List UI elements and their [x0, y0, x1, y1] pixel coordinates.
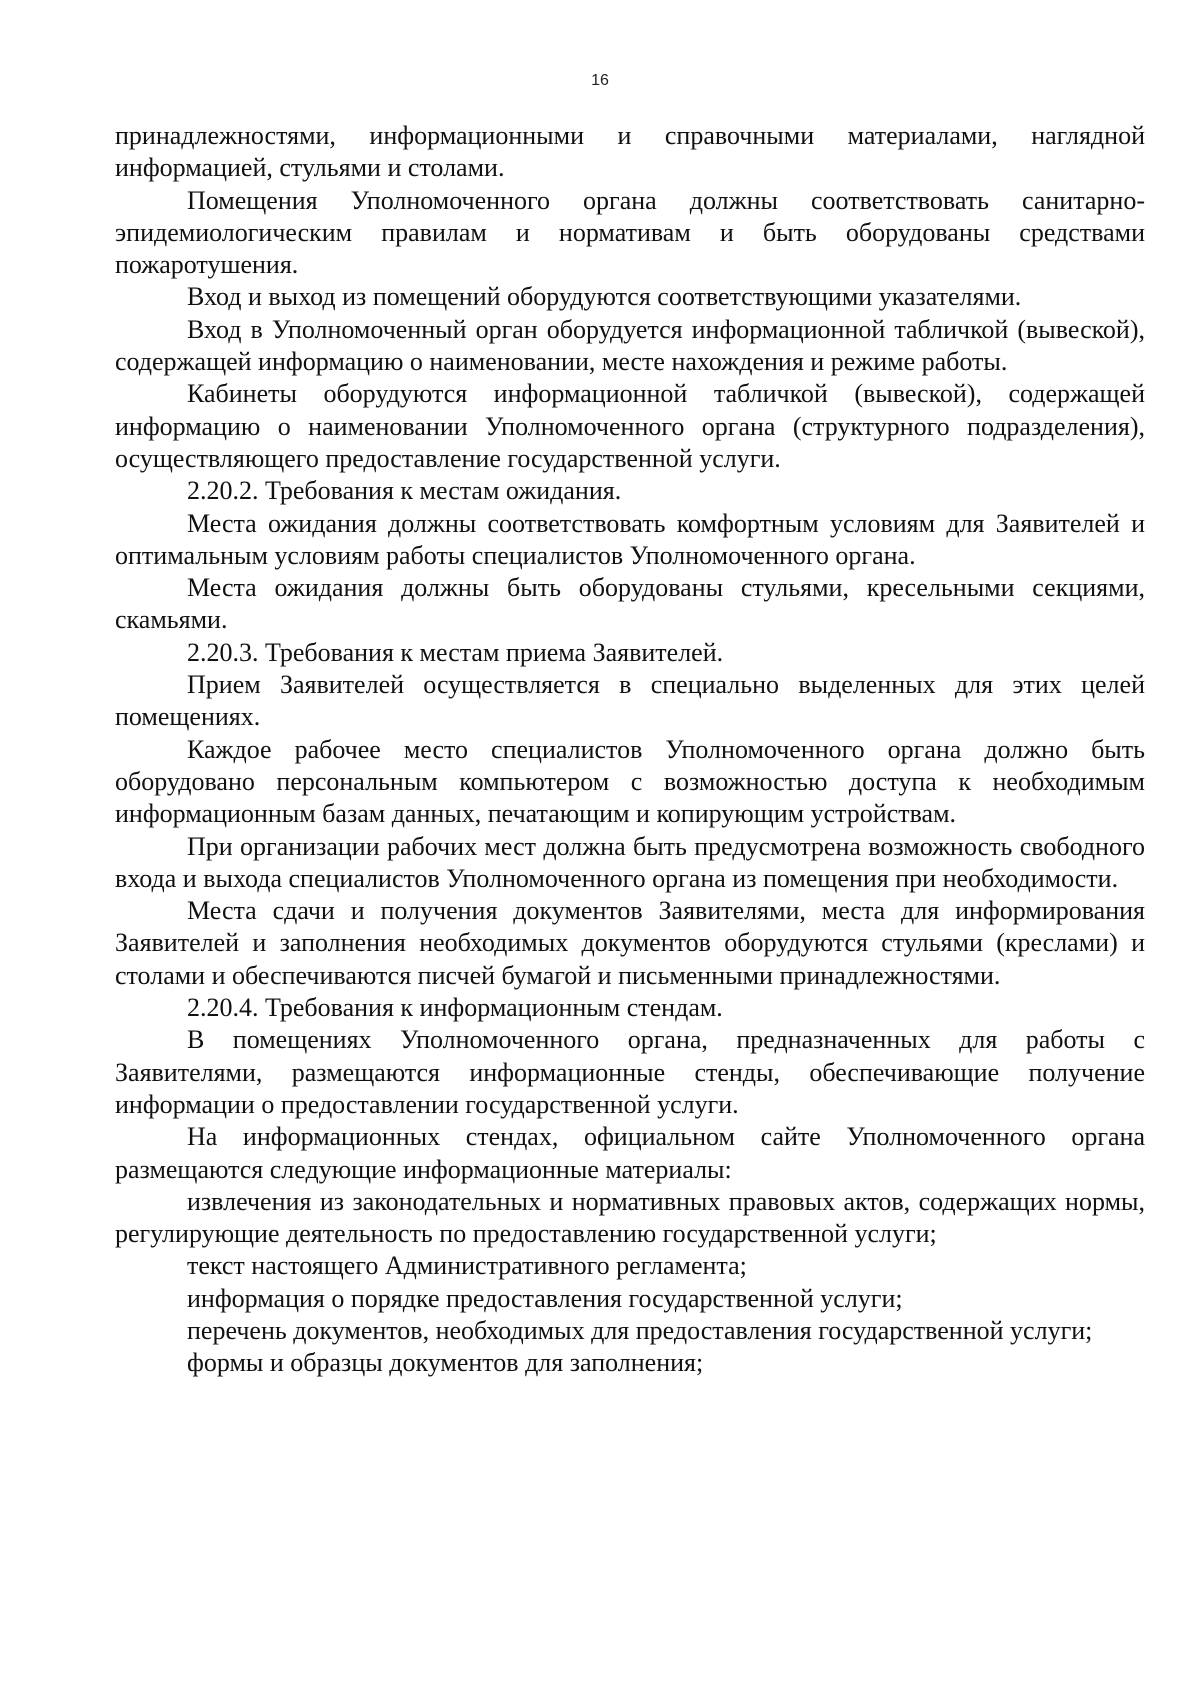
list-item: формы и образцы документов для заполнения; [187, 1348, 704, 1378]
list-item: перечень документов, необходимых для предоставления государственной услуги; [187, 1315, 1093, 1345]
paragraph: Каждое рабочее место специалистов Уполномоченного органа должно быть оборудовано персональным компьютером с возможностью доступа к необходимым информационным базам данных, печатающим и копирующим устройствам. [115, 734, 1145, 829]
paragraph: Прием Заявителей осуществляется в специально выделенных для этих целей помещениях. [115, 670, 1145, 732]
page-number: 16 [591, 72, 609, 89]
paragraph: В помещениях Уполномоченного органа, предназначенных для работы с Заявителями, размещаются информационные стенды, обеспечивающие получение информации о предоставлении государственной услуги. [115, 1025, 1145, 1119]
paragraph: Вход и выход из помещений оборудуются соответствующими указателями. [187, 282, 1022, 312]
list-item: информация о порядке предоставления государственной услуги; [187, 1283, 903, 1313]
section-heading: 2.20.3. Требования к местам приема Заявителей. [187, 637, 724, 667]
document-body [115, 120, 1145, 1380]
paragraph: Вход в Уполномоченный орган оборудуется информационной табличкой (вывеской), содержащей информацию о наименовании, месте нахождения и режиме работы. [115, 314, 1145, 377]
section-heading: 2.20.4. Требования к информационным стендам. [187, 993, 723, 1023]
section-heading: 2.20.2. Требования к местам ожидания. [187, 476, 622, 506]
list-item: извлечения из законодательных и нормативных правовых актов, содержащих нормы, регулирующие деятельность по предоставлению государственной услуги; [115, 1186, 1145, 1249]
paragraph: Места ожидания должны быть оборудованы стульями, кресельными секциями, скамьями. [115, 573, 1145, 635]
list-item: текст настоящего Административного регламента; [187, 1251, 747, 1281]
paragraph: Места сдачи и получения документов Заявителями, места для информирования Заявителей и заполнения необходимых документов оборудуются стульями (креслами) и столами и обеспечиваются писчей бумагой и письменными принадлежностями. [115, 896, 1145, 990]
paragraph: принадлежностями, информационными и справочными материалами, наглядной информацией, стульями и столами. [115, 121, 1145, 183]
paragraph: Помещения Уполномоченного органа должны соответствовать санитарно-эпидемиологическим правилам и нормативам и быть оборудованы средствами пожаротушения. [115, 185, 1145, 280]
paragraph: На информационных стендах, официальном сайте Уполномоченного органа размещаются следующие информационные материалы: [115, 1122, 1145, 1184]
paragraph: При организации рабочих мест должна быть предусмотрена возможность свободного входа и выхода специалистов Уполномоченного органа из помещения при необходимости. [115, 831, 1145, 893]
paragraph: Места ожидания должны соответствовать комфортным условиям для Заявителей и оптимальным условиям работы специалистов Уполномоченного органа. [115, 508, 1145, 570]
paragraph: Кабинеты оборудуются информационной табличкой (вывеской), содержащей информацию о наименовании Уполномоченного органа (структурного подразделения), осуществляющего предоставление государственной услуги. [115, 379, 1145, 473]
